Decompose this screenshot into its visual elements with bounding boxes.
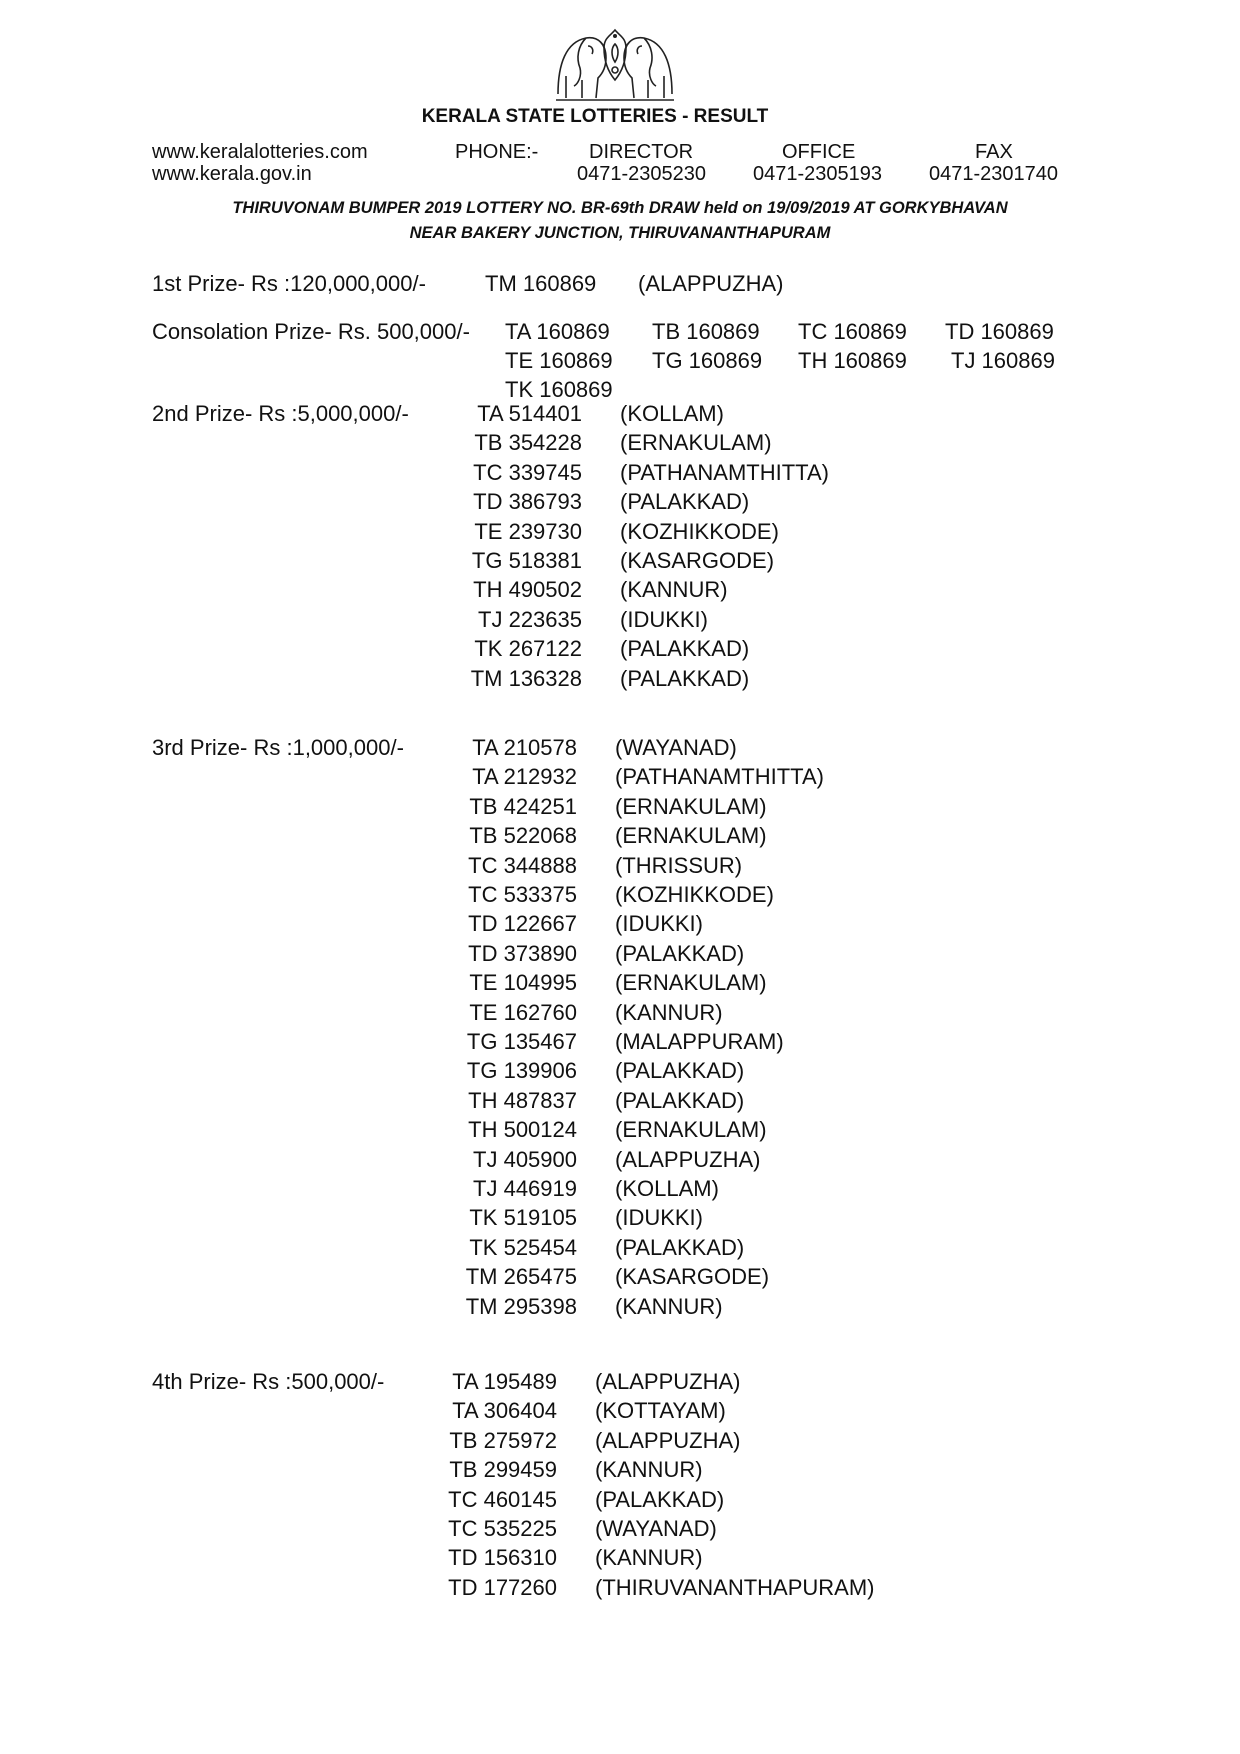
prize-entry-row xyxy=(0,1264,770,1294)
ticket-number: TB 275972 xyxy=(449,1427,557,1453)
prize-entry-row xyxy=(0,1117,767,1147)
ticket-place: (THIRUVANANTHAPURAM) xyxy=(595,1574,875,1600)
draw-info-line-2: NEAR BAKERY JUNCTION, THIRUVANANTHAPURAM xyxy=(409,224,831,242)
ticket-number: TE 104995 xyxy=(469,970,577,996)
ticket-place: (IDUKKI) xyxy=(615,911,703,937)
prize-entry-row xyxy=(0,735,737,765)
second-prize-label: 2nd Prize- Rs :5,000,000/- xyxy=(152,401,409,426)
prize-entry-row xyxy=(0,1029,784,1059)
prize-entry-row xyxy=(0,1427,741,1458)
ticket-number: TA 212932 xyxy=(472,764,577,790)
ticket-place: (IDUKKI) xyxy=(615,1205,703,1231)
fax-label: FAX xyxy=(975,141,1013,163)
ticket-number: TD 122667 xyxy=(468,911,577,937)
prize-entry-row xyxy=(0,606,708,637)
ticket-number: TH 500124 xyxy=(468,1117,577,1143)
ticket-number: TJ 223635 xyxy=(478,606,582,632)
first-prize-place: (ALAPPUZHA) xyxy=(638,271,784,296)
prize-entry-row xyxy=(0,882,774,912)
ticket-number: TA 195489 xyxy=(452,1369,557,1394)
prize-entry-row xyxy=(0,793,767,824)
consolation-ticket: TB 160869 xyxy=(652,319,760,344)
ticket-place: (PALAKKAD) xyxy=(620,489,750,515)
consolation-ticket: TD 160869 xyxy=(945,319,1054,344)
consolation-ticket: TK 160869 xyxy=(505,377,613,402)
director-phone: 0471-2305230 xyxy=(577,163,707,185)
consolation-ticket: TG 160869 xyxy=(652,348,763,373)
prize-entry-row xyxy=(0,1176,719,1206)
ticket-number: TB 424251 xyxy=(469,793,577,819)
ticket-place: (ALAPPUZHA) xyxy=(595,1369,741,1394)
prize-entry-row xyxy=(0,636,750,666)
ticket-number: TG 518381 xyxy=(471,548,582,573)
ticket-place: (PALAKKAD) xyxy=(620,665,750,691)
ticket-place: (THRISSUR) xyxy=(615,852,743,878)
ticket-place: (KOZHIKKODE) xyxy=(620,518,779,544)
prize-entry-row xyxy=(0,823,767,853)
ticket-number: TK 267122 xyxy=(474,636,582,662)
ticket-place: (PATHANAMTHITTA) xyxy=(615,764,824,790)
prize-entry-row xyxy=(0,665,750,696)
kerala-emblem-icon xyxy=(552,24,678,104)
consolation-prize-label: Consolation Prize- Rs. 500,000/- xyxy=(152,319,470,344)
ticket-number: TB 354228 xyxy=(474,430,582,456)
ticket-place: (KANNUR) xyxy=(615,1293,723,1319)
ticket-place: (KOLLAM) xyxy=(620,401,724,426)
ticket-number: TD 156310 xyxy=(448,1545,557,1571)
ticket-number: TA 514401 xyxy=(477,401,582,426)
ticket-number: TG 135467 xyxy=(466,1029,577,1054)
prize-entry-row xyxy=(0,764,824,794)
ticket-number: TM 295398 xyxy=(465,1293,577,1319)
ticket-number: TA 210578 xyxy=(472,735,577,760)
ticket-number: TD 177260 xyxy=(448,1574,557,1600)
prize-entry-row xyxy=(0,1545,703,1575)
prize-entry-row xyxy=(0,1574,875,1605)
prize-entry-row xyxy=(0,999,723,1030)
ticket-place: (KOTTAYAM) xyxy=(595,1398,726,1424)
ticket-place: (PALAKKAD) xyxy=(615,1087,745,1113)
prize-entry-row xyxy=(0,1058,745,1088)
page-title: KERALA STATE LOTTERIES - RESULT xyxy=(421,106,769,127)
ticket-number: TC 339745 xyxy=(473,459,582,485)
prize-entry-row xyxy=(0,852,743,883)
consolation-ticket: TC 160869 xyxy=(798,319,907,344)
ticket-number: TB 522068 xyxy=(469,823,577,849)
prize-entry-row xyxy=(0,1398,726,1428)
first-prize-ticket: TM 160869 xyxy=(485,271,597,296)
ticket-place: (KOLLAM) xyxy=(615,1176,719,1201)
prize-entry-row xyxy=(0,548,775,578)
ticket-place: (ALAPPUZHA) xyxy=(595,1427,741,1453)
ticket-number: TM 136328 xyxy=(470,665,582,691)
prize-entry-row xyxy=(0,1293,723,1324)
director-label: DIRECTOR xyxy=(589,141,694,163)
prize-entry-row xyxy=(0,1516,717,1546)
ticket-number: TK 519105 xyxy=(469,1205,577,1231)
consolation-ticket: TH 160869 xyxy=(798,348,907,373)
phone-label: PHONE:- xyxy=(455,141,539,163)
ticket-place: (KASARGODE) xyxy=(615,1264,770,1290)
ticket-place: (WAYANAD) xyxy=(595,1516,717,1541)
ticket-place: (KANNUR) xyxy=(620,577,728,603)
ticket-place: (KANNUR) xyxy=(595,1545,703,1571)
office-phone: 0471-2305193 xyxy=(753,163,883,185)
ticket-place: (IDUKKI) xyxy=(620,606,708,632)
ticket-place: (PALAKKAD) xyxy=(615,940,745,966)
ticket-place: (KANNUR) xyxy=(615,999,723,1025)
ticket-number: TM 265475 xyxy=(465,1264,577,1290)
fourth-prize-label: 4th Prize- Rs :500,000/- xyxy=(152,1369,385,1394)
prize-entry-row xyxy=(0,911,703,941)
ticket-number: TG 139906 xyxy=(466,1058,577,1084)
ticket-place: (KOZHIKKODE) xyxy=(615,882,774,907)
prize-entry-row xyxy=(0,489,750,519)
ticket-place: (ERNAKULAM) xyxy=(615,970,767,996)
consolation-ticket: TE 160869 xyxy=(505,348,613,373)
third-prize-label: 3rd Prize- Rs :1,000,000/- xyxy=(152,735,404,760)
ticket-number: TB 299459 xyxy=(449,1457,557,1483)
website-link-2[interactable]: www.kerala.gov.in xyxy=(152,163,312,185)
ticket-number: TE 239730 xyxy=(474,518,582,544)
prize-entry-row xyxy=(0,1087,745,1118)
ticket-place: (KASARGODE) xyxy=(620,548,775,573)
ticket-number: TJ 446919 xyxy=(473,1176,577,1201)
ticket-place: (ALAPPUZHA) xyxy=(615,1146,761,1172)
office-label: OFFICE xyxy=(782,141,856,163)
ticket-place: (ERNAKULAM) xyxy=(615,823,767,849)
prize-entry-row xyxy=(0,1486,725,1517)
prize-entry-row xyxy=(0,1369,741,1399)
prize-entry-row xyxy=(0,1234,745,1265)
ticket-number: TK 525454 xyxy=(469,1234,577,1260)
ticket-place: (PALAKKAD) xyxy=(620,636,750,662)
prize-entry-row xyxy=(0,459,829,490)
ticket-number: TC 535225 xyxy=(448,1516,557,1541)
ticket-place: (PALAKKAD) xyxy=(595,1486,725,1512)
ticket-place: (ERNAKULAM) xyxy=(615,1117,767,1143)
ticket-number: TC 460145 xyxy=(448,1486,557,1512)
prize-entry-row xyxy=(0,577,728,607)
prize-entry-row xyxy=(0,1457,703,1487)
ticket-number: TD 386793 xyxy=(473,489,582,515)
ticket-place: (PATHANAMTHITTA) xyxy=(620,459,829,485)
ticket-place: (ERNAKULAM) xyxy=(615,793,767,819)
ticket-place: (PALAKKAD) xyxy=(615,1058,745,1084)
consolation-ticket: TJ 160869 xyxy=(951,348,1055,373)
prize-entry-row xyxy=(0,430,772,460)
ticket-number: TA 306404 xyxy=(452,1398,557,1424)
first-prize-label: 1st Prize- Rs :120,000,000/- xyxy=(152,271,426,296)
ticket-number: TH 487837 xyxy=(468,1087,577,1113)
ticket-number: TH 490502 xyxy=(473,577,582,603)
ticket-number: TD 373890 xyxy=(468,940,577,966)
ticket-number: TE 162760 xyxy=(469,999,577,1025)
ticket-number: TJ 405900 xyxy=(473,1146,577,1172)
ticket-number: TC 533375 xyxy=(468,882,577,907)
draw-info-line-1: THIRUVONAM BUMPER 2019 LOTTERY NO. BR-69th DRAW held on 19/09/2019 AT GORKYBHAVAN xyxy=(232,199,1008,217)
consolation-ticket: TA 160869 xyxy=(505,319,610,344)
ticket-place: (WAYANAD) xyxy=(615,735,737,760)
ticket-place: (PALAKKAD) xyxy=(615,1234,745,1260)
prize-entry-row xyxy=(0,940,745,971)
prize-entry-row xyxy=(0,1146,761,1177)
ticket-place: (KANNUR) xyxy=(595,1457,703,1483)
prize-entry-row xyxy=(0,518,779,549)
ticket-number: TC 344888 xyxy=(468,852,577,878)
fax-phone: 0471-2301740 xyxy=(929,163,1059,185)
ticket-place: (MALAPPURAM) xyxy=(615,1029,784,1054)
ticket-place: (ERNAKULAM) xyxy=(620,430,772,456)
prize-entry-row xyxy=(0,401,724,431)
prize-entry-row xyxy=(0,1205,703,1235)
website-link-1[interactable]: www.keralalotteries.com xyxy=(152,141,368,163)
prize-entry-row xyxy=(0,970,767,1000)
